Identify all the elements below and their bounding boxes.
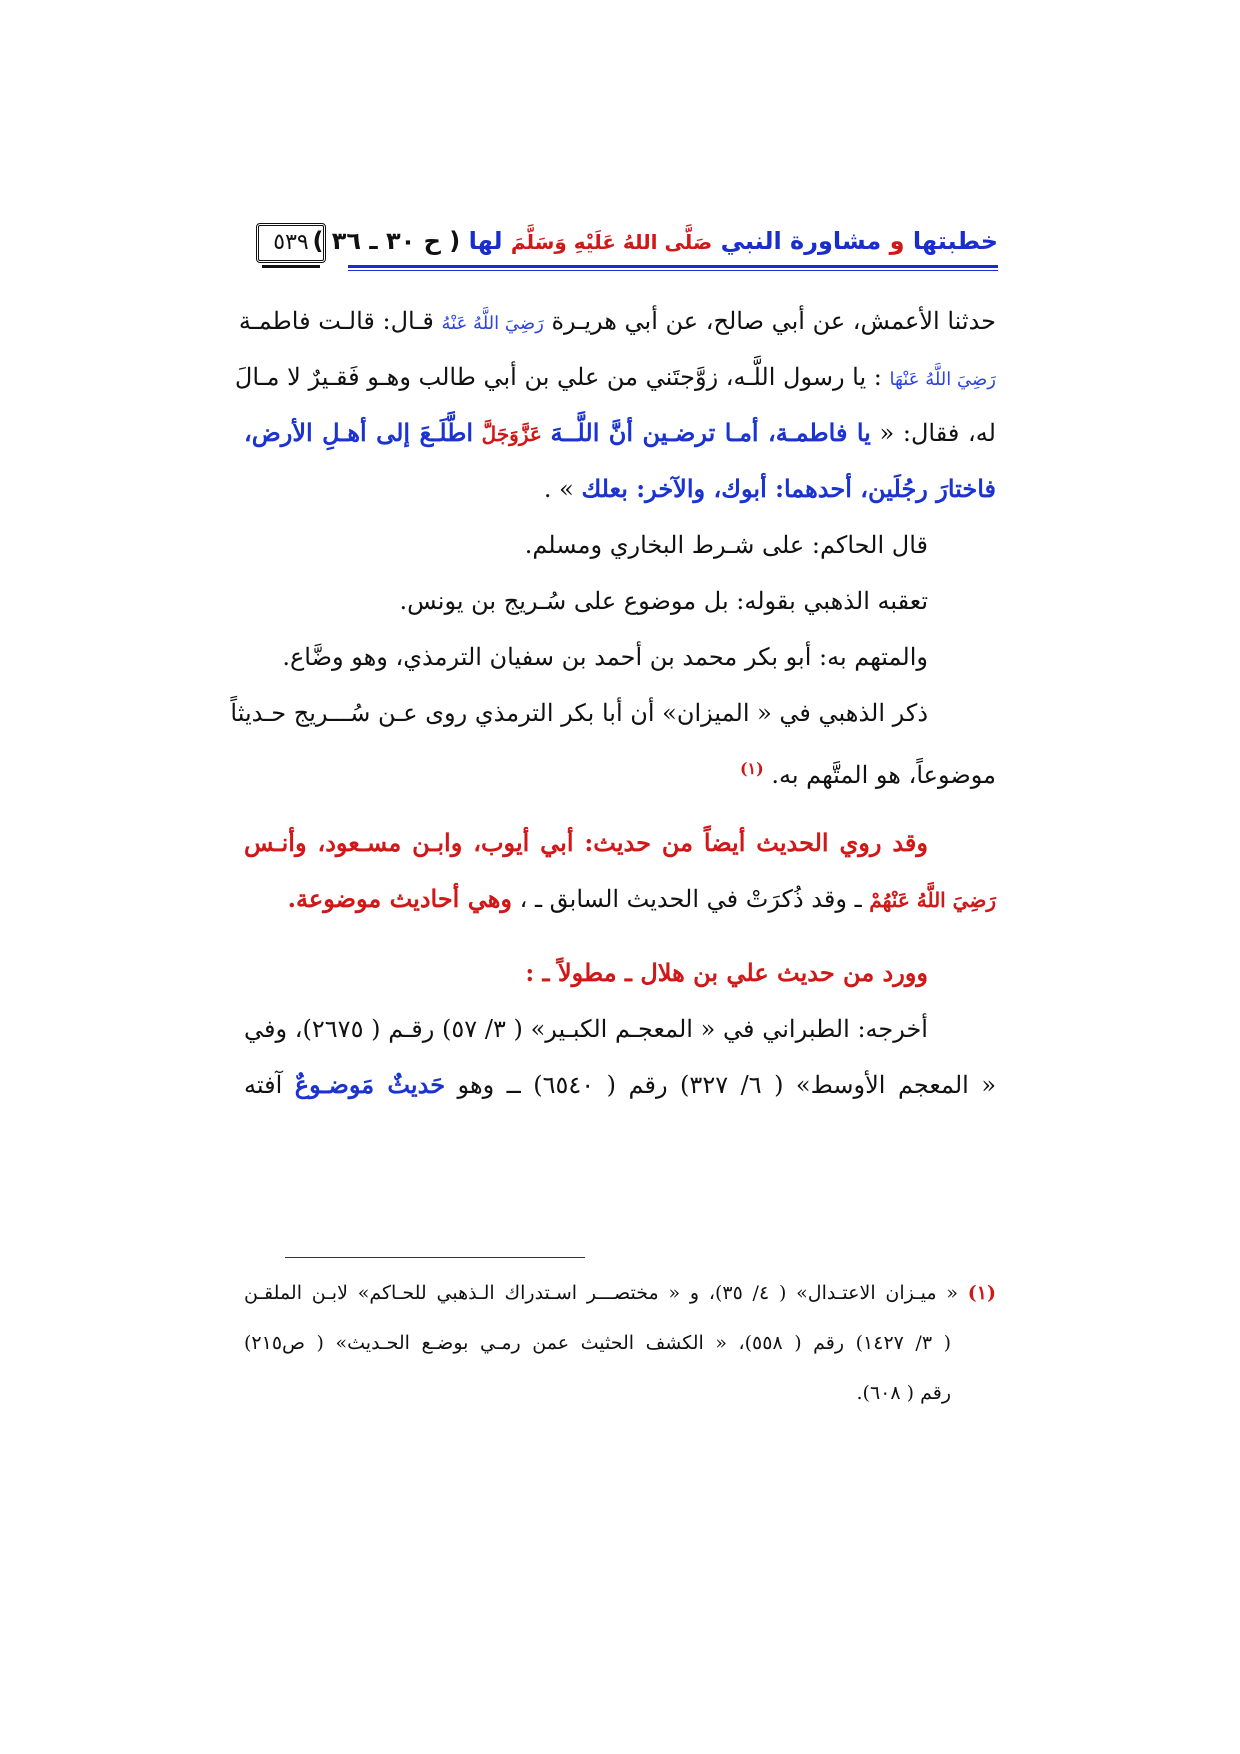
- footnote-line: (١) « ميـزان الاعتـدال» ( ٤/ ٣٥)، و « مختصـــر اسـتدراك الـذهبي للحـاكم» لابـن الملقـن: [244, 1282, 996, 1304]
- running-title: [312, 227, 998, 255]
- footnotes: [244, 1268, 996, 1418]
- honorific: رَضِيَ اللَّهُ عَنْهُ: [441, 313, 544, 334]
- page-header: [256, 221, 998, 275]
- verdict-text: وهي أحاديث موضوعة.: [287, 884, 512, 913]
- text-line: حدثنا الأعمش، عن أبي صالح، عن أبي هريـرة رَضِيَ اللَّهُ عَنْهُ قـال: قالـت فاطمـة: [238, 307, 996, 335]
- text-line: والمتهم به: أبو بكر محمد بن أحمد بن سفيان الترمذي، وهو وضَّاع.: [282, 643, 928, 671]
- hadith-text: يا فاطمـة، أمـا ترضـين أنَّ اللَّــهَ: [550, 418, 871, 447]
- footnote-number: (١): [967, 1282, 996, 1304]
- honorific: رَضِيَ اللَّهُ عَنْهُمْ: [869, 888, 996, 912]
- header-rule-thin: [348, 270, 998, 271]
- text-line: رَضِيَ اللَّهُ عَنْهُمْ ـ وقد ذُكرَتْ في الحديث السابق ـ ، وهي أحاديث موضوعة.: [287, 884, 996, 913]
- hadith-text: اطَّلَـعَ إلى أهـلِ الأرض،: [244, 418, 473, 447]
- text-line: أخرجه: الطبراني في « المعجـم الكبـير» ( ٣/ ٥٧) رقـم ( ٢٦٧٥)، وفي: [244, 1015, 928, 1043]
- text-line: له، فقال: « يا فاطمـة، أمـا ترضـين أنَّ اللَّــهَ عَزَّوَجَلَّ اطَّلَـعَ إلى أهـلِ الأرض،: [244, 418, 996, 447]
- page-number: ٥٣٩: [256, 223, 326, 263]
- title-part-a: خطبتها: [912, 227, 998, 255]
- section-heading: وورد من حديث علي بن هلال ـ مطولاً ـ :: [525, 958, 928, 987]
- footnote-line: ( ٣/ ١٤٢٧) رقم ( ٥٥٨)، « الكشف الحثيث عمن رمـي بوضـع الحـديث» ( ص٢١٥): [244, 1332, 951, 1354]
- hadith-text: فاختارَ رجُلَين، أحدهما: أبوك، والآخر: بعلك: [581, 474, 996, 503]
- title-hadith-range: ( ح ٣٠ ـ ٣٦ ): [312, 227, 461, 255]
- text-line: موضوعاً، هو المتَّهم به. $^{(١)}$: [739, 759, 996, 789]
- text-line: تعقبه الذهبي بقوله: بل موضوع على سُـريج بن يونس.: [399, 587, 928, 615]
- title-part-c: لها: [468, 227, 503, 255]
- text-line: قال الحاكم: على شـرط البخاري ومسلم.: [524, 531, 928, 559]
- honorific: رَضِيَ اللَّهُ عَنْهَا: [889, 369, 996, 390]
- title-conjunction: و: [889, 227, 905, 255]
- header-rule: [348, 265, 998, 268]
- text-line: ذكر الذهبي في « الميزان» أن أبا بكر الترمذي روى عـن سُـــريج حـديثاً: [230, 699, 928, 727]
- text-line: « المعجم الأوسط» ( ٦/ ٣٢٧) رقم ( ٦٥٤٠) ــ وهو حَديثٌ مَوضـوعٌ آفته: [244, 1070, 997, 1099]
- text-line: فاختارَ رجُلَين، أحدهما: أبوك، والآخر: بعلك » .: [543, 474, 996, 503]
- main-text: [230, 293, 997, 1113]
- text-line: رَضِيَ اللَّهُ عَنْهَا : يا رسول اللَّـه، زوَّجتَني من علي بن أبي طالب وهـو فَقـيرٌ لا مـالَ: [234, 363, 996, 391]
- footnote-marker: (١): [739, 759, 764, 778]
- title-honorific: صَلَّى اللهُ عَلَيْهِ وَسَلَّمَ: [510, 230, 713, 254]
- verdict-text: حَديثٌ مَوضـوعٌ: [294, 1070, 446, 1099]
- footnote-separator: [285, 1257, 585, 1258]
- footnote-line: رقم ( ٦٠٨).: [856, 1382, 951, 1404]
- title-part-b: مشاورة النبي: [720, 227, 882, 255]
- honorific: عَزَّوَجَلَّ: [481, 422, 542, 446]
- text-line: وقد روي الحديث أيضاً من حديث: أبي أيوب، وابـن مسـعود، وأنـس: [244, 828, 928, 857]
